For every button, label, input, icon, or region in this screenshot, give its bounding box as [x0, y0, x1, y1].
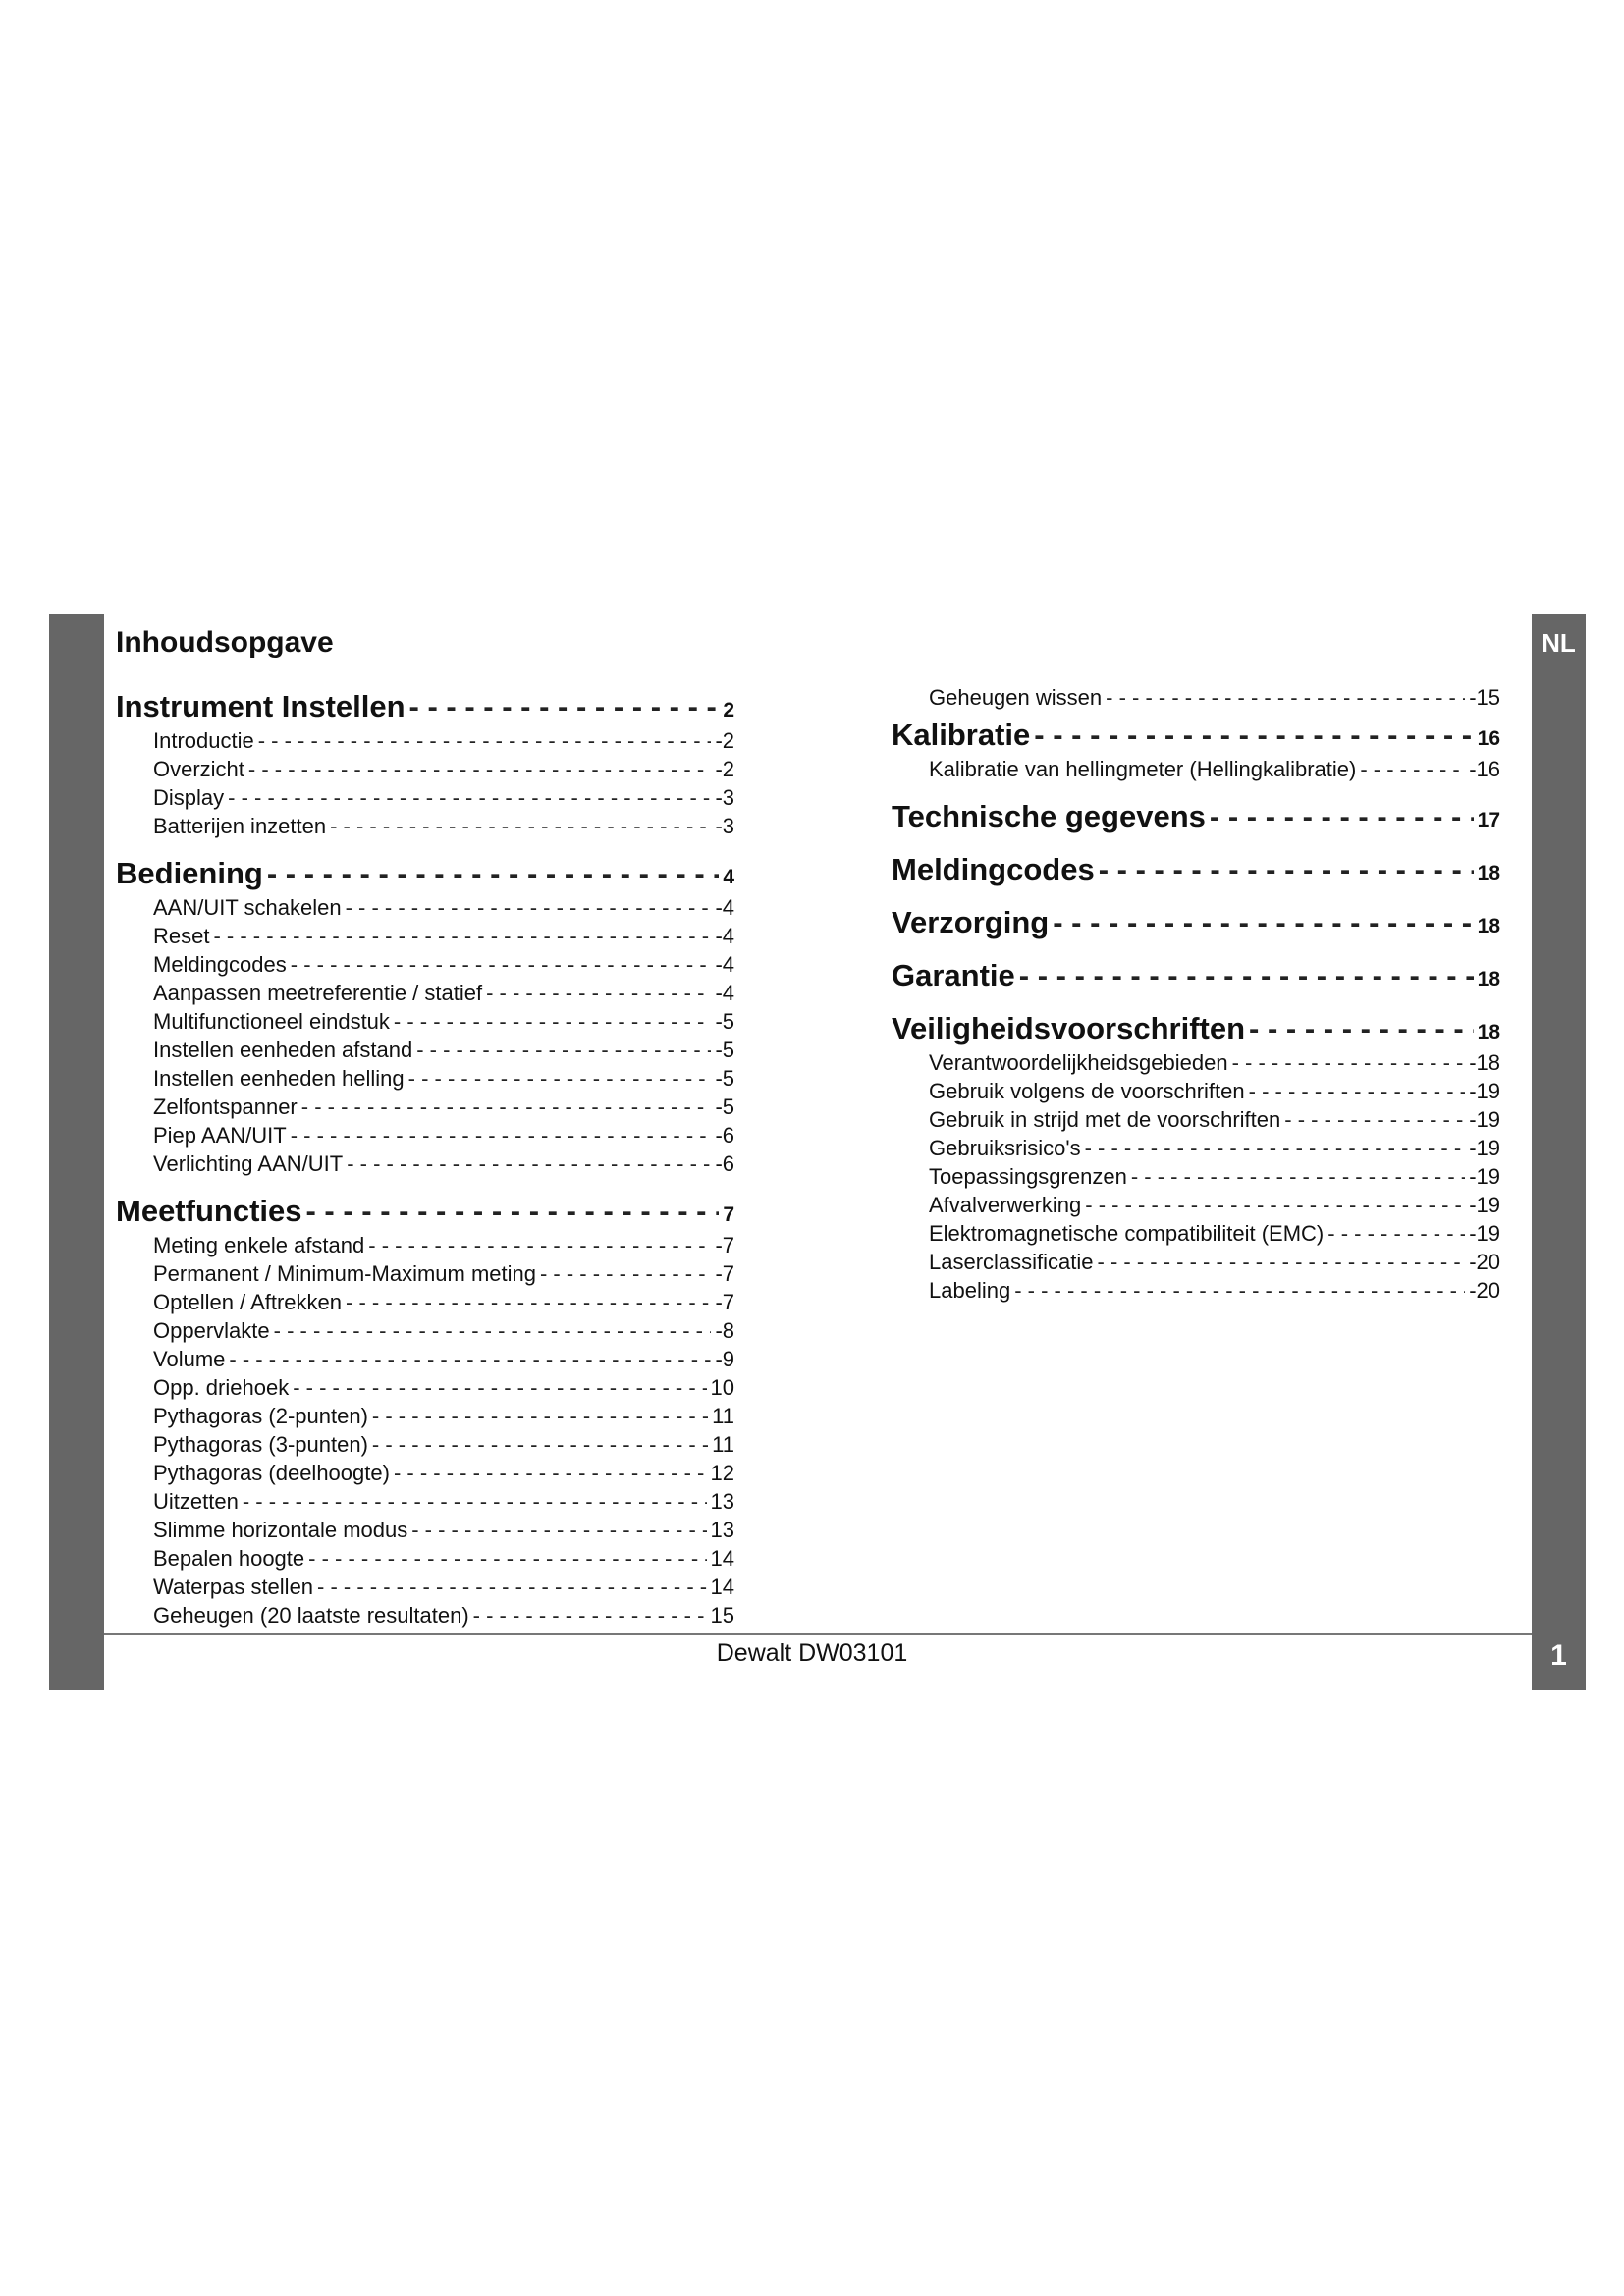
toc-entry[interactable]	[892, 1105, 1500, 1134]
dot-leader	[372, 1402, 708, 1430]
dot-leader	[301, 1093, 712, 1121]
dot-leader	[305, 1192, 719, 1231]
toc-entry-label: Overzicht	[153, 757, 244, 781]
dot-leader	[1249, 1009, 1474, 1048]
left-sidebar-bar	[49, 614, 104, 1690]
toc-entry-label: Geheugen (20 laatste resultaten)	[153, 1603, 469, 1628]
toc-section-page: 16	[1477, 727, 1500, 750]
toc-entry-page: -15	[1469, 685, 1500, 710]
toc-entry-label: Oppervlakte	[153, 1318, 270, 1343]
toc-entry[interactable]	[116, 1149, 734, 1178]
page-number: 1	[1550, 1639, 1567, 1672]
toc-left-column	[116, 683, 734, 1629]
toc-section-label: Bediening	[116, 856, 263, 890]
dot-leader	[308, 1544, 706, 1573]
toc-entry-label: Opp. driehoek	[153, 1375, 290, 1400]
toc-entry-page: 12	[710, 1461, 734, 1485]
toc-entry-label: Verlichting AAN/UIT	[153, 1151, 344, 1176]
toc-entry-page: -20	[1469, 1250, 1500, 1274]
toc-section-label: Meetfuncties	[116, 1194, 302, 1228]
toc-entry-page: -7	[715, 1290, 734, 1314]
toc-entry[interactable]	[116, 812, 734, 840]
toc-entry[interactable]	[116, 1601, 734, 1629]
toc-entry-label: Slimme horizontale modus	[153, 1518, 408, 1542]
dot-leader	[1284, 1105, 1465, 1134]
dot-leader	[1210, 797, 1474, 836]
dot-leader	[346, 1288, 711, 1316]
dot-leader	[346, 893, 712, 922]
toc-entry-page: -19	[1469, 1136, 1500, 1160]
toc-entry[interactable]	[116, 1064, 734, 1093]
toc-entry-label: Display	[153, 785, 225, 810]
toc-entry-label: Multifunctioneel eindstuk	[153, 1009, 390, 1034]
toc-entry[interactable]	[116, 726, 734, 755]
dot-leader	[228, 783, 711, 812]
toc-section-label: Meldingcodes	[892, 852, 1095, 886]
toc-entry[interactable]	[892, 1191, 1500, 1219]
toc-entry-label: Gebruiksrisico's	[929, 1136, 1081, 1160]
toc-entry-page: 10	[710, 1375, 734, 1400]
toc-entry-label: AAN/UIT schakelen	[153, 895, 342, 920]
toc-entry-page: -2	[715, 757, 734, 781]
toc-section-page: 18	[1477, 1021, 1500, 1043]
toc-section-label: Instrument Instellen	[116, 689, 406, 723]
toc-entry-label: Pythagoras (deelhoogte)	[153, 1461, 390, 1485]
toc-entry-page: -5	[715, 1038, 734, 1062]
toc-section[interactable]	[116, 1192, 734, 1231]
toc-entry[interactable]	[116, 1573, 734, 1601]
dot-leader	[1019, 956, 1474, 995]
toc-entry-label: Afvalverwerking	[929, 1193, 1082, 1217]
dot-leader	[1249, 1077, 1466, 1105]
toc-entry[interactable]	[892, 755, 1500, 783]
toc-section-page: 18	[1477, 968, 1500, 990]
toc-section-page: 17	[1477, 809, 1500, 831]
toc-entry[interactable]	[116, 979, 734, 1007]
toc-entry[interactable]	[116, 950, 734, 979]
toc-entry[interactable]	[116, 1316, 734, 1345]
toc-entry-page: 15	[710, 1603, 734, 1628]
toc-entry[interactable]	[892, 1048, 1500, 1077]
dot-leader	[368, 1231, 711, 1259]
toc-entry-label: Laserclassificatie	[929, 1250, 1094, 1274]
toc-entry[interactable]	[116, 1231, 734, 1259]
toc-section-page: 7	[723, 1203, 734, 1226]
toc-entry-page: -9	[715, 1347, 734, 1371]
dot-leader	[1360, 755, 1465, 783]
dot-leader	[473, 1601, 707, 1629]
toc-entry-page: -8	[715, 1318, 734, 1343]
toc-entry-page: -7	[715, 1233, 734, 1257]
toc-section-page: 4	[723, 866, 734, 888]
language-tab: NL	[1542, 628, 1576, 658]
toc-section-label: Veiligheidsvoorschriften	[892, 1011, 1246, 1045]
toc-entry-page: -18	[1469, 1050, 1500, 1075]
toc-entry[interactable]	[116, 1007, 734, 1036]
dot-leader	[317, 1573, 706, 1601]
toc-entry-label: Gebruik volgens de voorschriften	[929, 1079, 1245, 1103]
dot-leader	[213, 922, 711, 950]
toc-entry[interactable]	[116, 1402, 734, 1430]
dot-leader	[486, 979, 711, 1007]
toc-entry[interactable]	[116, 1036, 734, 1064]
toc-entry-page: -4	[715, 952, 734, 977]
right-sidebar-bar	[1532, 614, 1586, 1690]
dot-leader	[267, 854, 719, 893]
toc-entry-label: Bepalen hoogte	[153, 1546, 305, 1571]
toc-section-page: 2	[723, 699, 734, 721]
dot-leader	[274, 1316, 712, 1345]
dot-leader	[229, 1345, 711, 1373]
toc-entry-label: Introductie	[153, 728, 254, 753]
dot-leader	[409, 687, 720, 726]
toc-entry[interactable]	[116, 1288, 734, 1316]
toc-entry[interactable]	[116, 1345, 734, 1373]
dot-leader	[1085, 1191, 1465, 1219]
toc-section-label: Technische gegevens	[892, 799, 1206, 833]
footer-text: Dewalt DW03101	[716, 1639, 908, 1667]
toc-entry[interactable]	[892, 683, 1500, 712]
toc-section[interactable]	[892, 716, 1500, 755]
toc-entry-page: 11	[712, 1404, 734, 1428]
toc-entry[interactable]	[892, 1162, 1500, 1191]
toc-entry-page: -6	[715, 1151, 734, 1176]
toc-entry[interactable]	[892, 1134, 1500, 1162]
toc-entry-label: Pythagoras (3-punten)	[153, 1432, 368, 1457]
toc-entry[interactable]	[892, 1077, 1500, 1105]
toc-entry-page: -6	[715, 1123, 734, 1148]
page-title: Inhoudsopgave	[116, 626, 334, 659]
dot-leader	[291, 1121, 712, 1149]
footer-rule	[104, 1633, 1532, 1635]
toc-entry-page: -19	[1469, 1107, 1500, 1132]
toc-right-column	[892, 683, 1500, 1305]
toc-entry[interactable]	[892, 1219, 1500, 1248]
toc-section-label: Kalibratie	[892, 718, 1031, 752]
toc-entry-label: Pythagoras (2-punten)	[153, 1404, 368, 1428]
toc-entry[interactable]	[892, 1276, 1500, 1305]
toc-entry[interactable]	[116, 1516, 734, 1544]
toc-entry-page: -7	[715, 1261, 734, 1286]
toc-section-page: 18	[1477, 915, 1500, 937]
toc-entry[interactable]	[116, 893, 734, 922]
toc-entry[interactable]	[116, 1544, 734, 1573]
toc-entry-label: Piep AAN/UIT	[153, 1123, 287, 1148]
toc-entry[interactable]	[892, 1248, 1500, 1276]
dot-leader	[416, 1036, 711, 1064]
dot-leader	[1053, 903, 1473, 942]
toc-entry-page: -4	[715, 981, 734, 1005]
toc-entry-page: -3	[715, 785, 734, 810]
toc-section[interactable]	[892, 1009, 1500, 1048]
toc-entry-page: -4	[715, 895, 734, 920]
dot-leader	[291, 950, 712, 979]
toc-entry-label: Verantwoordelijkheidsgebieden	[929, 1050, 1228, 1075]
dot-leader	[1085, 1134, 1466, 1162]
toc-entry-label: Labeling	[929, 1278, 1011, 1303]
dot-leader	[1034, 716, 1473, 755]
toc-entry-page: -5	[715, 1066, 734, 1091]
toc-entry-page: -2	[715, 728, 734, 753]
toc-entry-page: 14	[710, 1546, 734, 1571]
toc-entry-page: 13	[710, 1518, 734, 1542]
toc-entry-label: Instellen eenheden helling	[153, 1066, 405, 1091]
toc-entry-label: Elektromagnetische compatibiliteit (EMC)	[929, 1221, 1325, 1246]
toc-entry-page: 14	[710, 1575, 734, 1599]
toc-entry-page: -20	[1469, 1278, 1500, 1303]
toc-section[interactable]	[892, 903, 1500, 942]
dot-leader	[394, 1007, 712, 1036]
dot-leader	[372, 1430, 708, 1459]
toc-section-label: Garantie	[892, 958, 1015, 992]
dot-leader	[248, 755, 712, 783]
toc-entry[interactable]	[116, 755, 734, 783]
toc-section-label: Verzorging	[892, 905, 1050, 939]
dot-leader	[293, 1373, 706, 1402]
toc-entry[interactable]	[116, 1121, 734, 1149]
dot-leader	[1232, 1048, 1466, 1077]
dot-leader	[411, 1516, 706, 1544]
toc-section[interactable]	[892, 850, 1500, 889]
toc-entry-label: Toepassingsgrenzen	[929, 1164, 1127, 1189]
toc-entry-page: -4	[715, 924, 734, 948]
dot-leader	[1099, 850, 1474, 889]
toc-entry-page: -16	[1469, 757, 1500, 781]
dot-leader	[1131, 1162, 1465, 1191]
toc-entry[interactable]	[116, 1259, 734, 1288]
toc-entry-page: -5	[715, 1009, 734, 1034]
dot-leader	[408, 1064, 712, 1093]
dot-leader	[394, 1459, 707, 1487]
toc-section[interactable]	[116, 854, 734, 893]
toc-entry-page: 11	[712, 1432, 734, 1457]
toc-entry-label: Aanpassen meetreferentie / statief	[153, 981, 483, 1005]
toc-entry-label: Uitzetten	[153, 1489, 239, 1514]
toc-entry-label: Instellen eenheden afstand	[153, 1038, 413, 1062]
dot-leader	[330, 812, 711, 840]
toc-entry-label: Geheugen wissen	[929, 685, 1103, 710]
toc-entry[interactable]	[116, 1430, 734, 1459]
dot-leader	[258, 726, 712, 755]
dot-leader	[243, 1487, 707, 1516]
toc-entry-page: -19	[1469, 1193, 1500, 1217]
toc-entry-page: -3	[715, 814, 734, 838]
toc-entry-page: -19	[1469, 1164, 1500, 1189]
dot-leader	[347, 1149, 711, 1178]
toc-entry[interactable]	[116, 1373, 734, 1402]
toc-entry[interactable]	[116, 1487, 734, 1516]
toc-entry-label: Gebruik in strijd met de voorschriften	[929, 1107, 1281, 1132]
toc-entry-label: Zelfontspanner	[153, 1095, 298, 1119]
toc-section[interactable]	[116, 687, 734, 726]
toc-entry-page: -5	[715, 1095, 734, 1119]
toc-entry-page: -19	[1469, 1221, 1500, 1246]
dot-leader	[540, 1259, 711, 1288]
toc-entry-page: 13	[710, 1489, 734, 1514]
toc-entry[interactable]	[116, 783, 734, 812]
toc-entry-page: -19	[1469, 1079, 1500, 1103]
toc-section-page: 18	[1477, 862, 1500, 884]
toc-entry-label: Batterijen inzetten	[153, 814, 327, 838]
toc-entry[interactable]	[116, 1093, 734, 1121]
toc-entry-label: Permanent / Minimum-Maximum meting	[153, 1261, 536, 1286]
dot-leader	[1106, 683, 1465, 712]
toc-entry-label: Meldingcodes	[153, 952, 287, 977]
toc-entry-label: Optellen / Aftrekken	[153, 1290, 342, 1314]
dot-leader	[1327, 1219, 1465, 1248]
toc-entry[interactable]	[116, 922, 734, 950]
dot-leader	[1098, 1248, 1466, 1276]
dot-leader	[1014, 1276, 1465, 1305]
toc-section[interactable]	[892, 956, 1500, 995]
toc-entry-label: Kalibratie van hellingmeter (Hellingkalibratie)	[929, 757, 1357, 781]
toc-entry-label: Meting enkele afstand	[153, 1233, 365, 1257]
toc-entry-label: Waterpas stellen	[153, 1575, 314, 1599]
toc-entry-label: Reset	[153, 924, 210, 948]
toc-entry-label: Volume	[153, 1347, 226, 1371]
toc-section[interactable]	[892, 797, 1500, 836]
toc-entry[interactable]	[116, 1459, 734, 1487]
